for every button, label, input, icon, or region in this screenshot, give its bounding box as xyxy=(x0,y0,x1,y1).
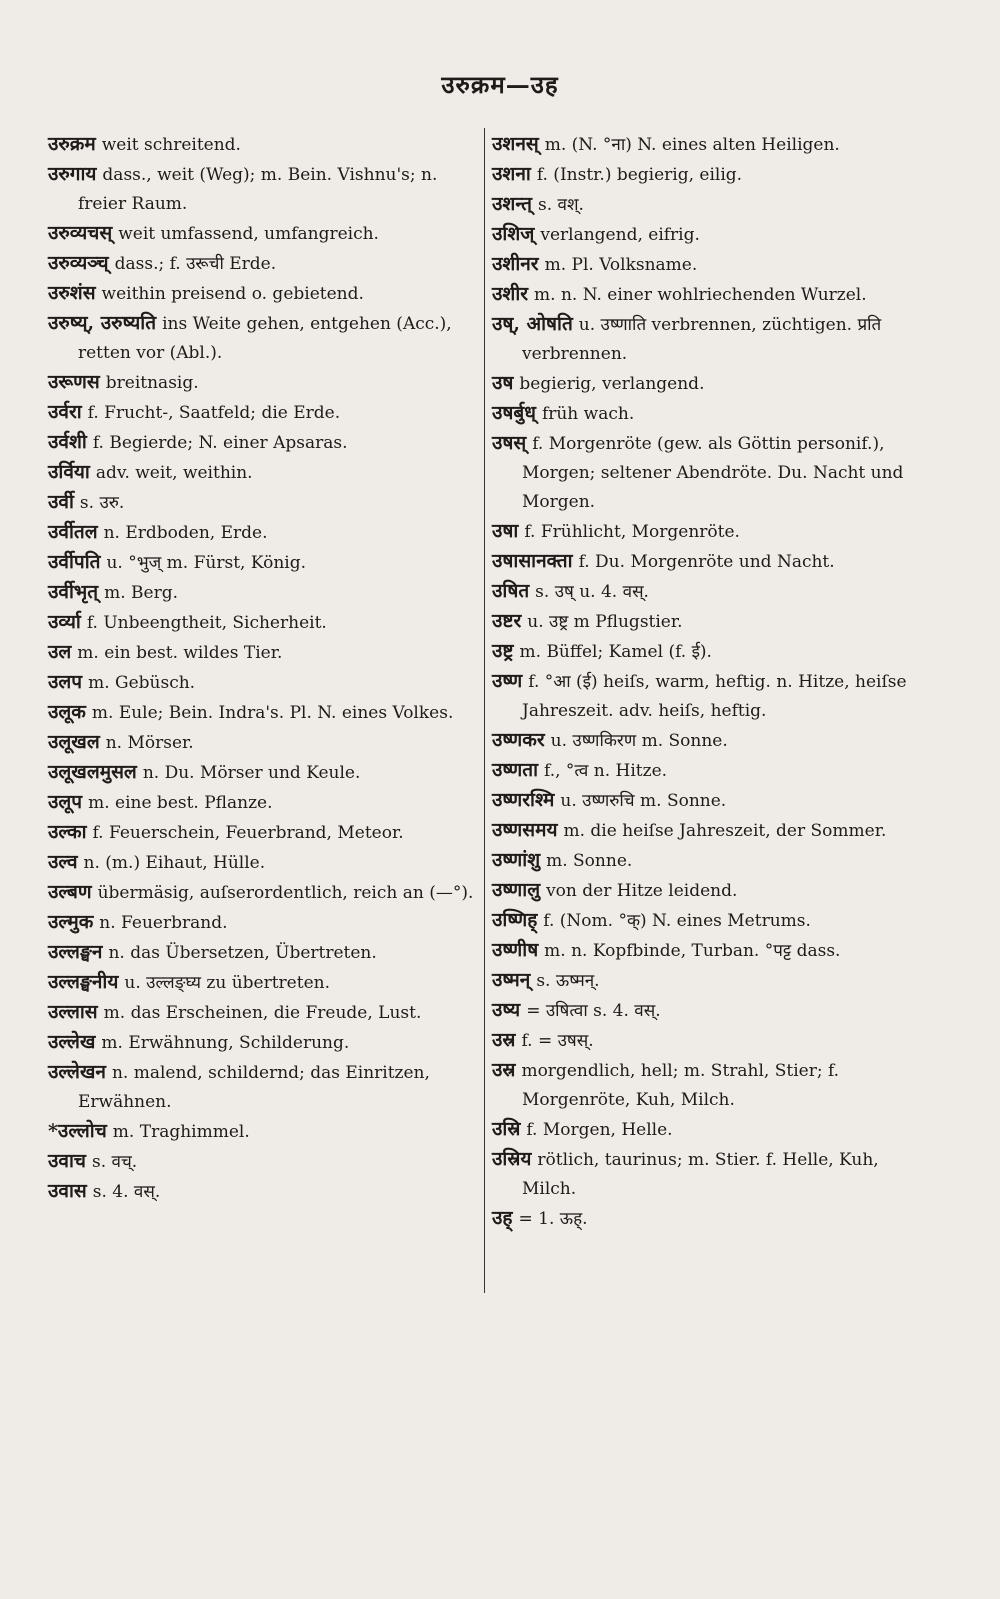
entry-headword: उर्वीपति xyxy=(48,551,101,573)
entry-headword: उषा xyxy=(492,520,519,542)
entry-definition: m. eine best. Pflanze. xyxy=(88,793,273,813)
dictionary-entry xyxy=(492,637,912,667)
entry-definition: f. Unbeengtheit, Sicherheit. xyxy=(86,613,327,633)
dictionary-entry xyxy=(492,577,912,607)
entry-definition: n. malend, schildernd; das Einritzen, Erwähnen. xyxy=(78,1063,430,1112)
dictionary-entry xyxy=(492,966,912,996)
dictionary-entry xyxy=(492,399,912,429)
dictionary-entry xyxy=(492,726,912,756)
entry-headword: उल xyxy=(48,641,72,663)
dictionary-entry xyxy=(48,428,478,458)
entry-definition: m. (N. °ना) N. eines alten Heiligen. xyxy=(544,135,840,155)
entry-headword: उर्वीभृत् xyxy=(48,581,99,603)
entry-headword: उष्णसमय xyxy=(492,819,558,841)
dictionary-entry xyxy=(48,309,478,368)
entry-definition: f. = उषस्. xyxy=(521,1031,594,1051)
entry-headword: उष्ट्र xyxy=(492,640,514,662)
entry-definition: übermäsig, auſserordentlich, reich an (—°). xyxy=(97,883,474,903)
dictionary-entry xyxy=(48,488,478,518)
entry-definition: n. das Übersetzen, Übertreten. xyxy=(108,943,377,963)
entry-definition: f. Du. Morgenröte und Nacht. xyxy=(578,552,835,572)
dictionary-entry xyxy=(492,906,912,936)
dictionary-entry xyxy=(492,369,912,399)
entry-headword: उलूखलमुसल xyxy=(48,761,137,783)
entry-definition: m. Pl. Volksname. xyxy=(544,255,698,275)
entry-definition: weithin preisend o. gebietend. xyxy=(101,284,364,304)
entry-definition: u. °भुज् m. Fürst, König. xyxy=(106,553,306,573)
dictionary-entry xyxy=(48,938,478,968)
entry-headword: उशना xyxy=(492,163,531,185)
dictionary-entry xyxy=(48,398,478,428)
entry-headword: उष्णिह् xyxy=(492,909,538,931)
entry-definition: m. Sonne. xyxy=(546,851,633,871)
dictionary-entry xyxy=(492,1204,912,1234)
dictionary-entry xyxy=(48,130,478,160)
entry-definition: m. ein best. wildes Tier. xyxy=(77,643,283,663)
dictionary-entry xyxy=(492,220,912,250)
dictionary-entry xyxy=(492,1056,912,1115)
dictionary-entry xyxy=(492,160,912,190)
dictionary-entry xyxy=(492,667,912,726)
entry-headword: उल्व xyxy=(48,851,78,873)
dictionary-entry xyxy=(48,818,478,848)
entry-definition: = उषित्वा s. 4. वस्. xyxy=(526,1001,661,1021)
entry-headword: उवास xyxy=(48,1180,87,1202)
entry-headword: उह् xyxy=(492,1207,513,1229)
entry-definition: m. n. Kopfbinde, Turban. °पट्ट dass. xyxy=(544,941,841,961)
entry-definition: adv. weit, weithin. xyxy=(95,463,253,483)
dictionary-entry xyxy=(48,1147,478,1177)
entry-definition: u. उल्लङ्घ्य zu übertreten. xyxy=(124,973,330,993)
entry-definition: m. Erwähnung, Schilderung. xyxy=(101,1033,350,1053)
dictionary-entry xyxy=(48,1177,478,1207)
entry-headword: उर्वी xyxy=(48,491,74,513)
entry-definition: s. ऊष्मन्. xyxy=(536,971,600,991)
entry-headword: उष्णांशु xyxy=(492,849,541,871)
entry-headword: उर्वीतल xyxy=(48,521,98,543)
entry-headword: उरूणस xyxy=(48,371,100,393)
entry-definition: m. Berg. xyxy=(104,583,178,603)
entry-definition: m. Eule; Bein. Indra's. Pl. N. eines Volkes. xyxy=(91,703,454,723)
dictionary-entry xyxy=(492,756,912,786)
dictionary-entry xyxy=(492,429,912,517)
entry-headword: उषित xyxy=(492,580,530,602)
entry-definition: morgendlich, hell; m. Strahl, Stier; f. Morgenröte, Kuh, Milch. xyxy=(521,1061,840,1110)
entry-headword: उरुव्यञ्च् xyxy=(48,252,109,274)
dictionary-entry xyxy=(48,219,478,249)
dictionary-entry xyxy=(48,160,478,219)
dictionary-entry xyxy=(492,876,912,906)
column-divider xyxy=(484,128,485,1293)
entry-headword: उरुशंस xyxy=(48,282,96,304)
entry-headword: उशनस् xyxy=(492,133,539,155)
entry-headword: उस्रि xyxy=(492,1118,521,1140)
entry-headword: उष्णरश्मि xyxy=(492,789,555,811)
entry-headword: उल्लङ्घनीय xyxy=(48,971,119,993)
entry-headword: उष्, ओषति xyxy=(492,313,573,335)
entry-headword: उशीनर xyxy=(492,253,539,275)
entry-headword: उष्णीष xyxy=(492,939,539,961)
entry-headword: उल्लेखन xyxy=(48,1061,106,1083)
entry-headword: उरुव्यचस् xyxy=(48,222,113,244)
entry-headword: उस्र xyxy=(492,1029,516,1051)
entry-headword: उष्य xyxy=(492,999,521,1021)
entry-definition: n. (m.) Eihaut, Hülle. xyxy=(83,853,266,873)
dictionary-entry xyxy=(48,728,478,758)
dictionary-entry xyxy=(48,608,478,638)
entry-headword: उर्व्या xyxy=(48,611,81,633)
entry-headword: उल्मुक xyxy=(48,911,94,933)
dictionary-entry xyxy=(492,130,912,160)
dictionary-entry xyxy=(48,1117,478,1147)
dictionary-entry xyxy=(492,1145,912,1204)
dictionary-entry xyxy=(48,668,478,698)
entry-headword: उरुक्रम xyxy=(48,133,96,155)
entry-definition: verlangend, eifrig. xyxy=(540,225,700,245)
entry-definition: = 1. ऊह्. xyxy=(518,1209,588,1229)
dictionary-entry xyxy=(492,190,912,220)
entry-definition: dass., weit (Weg); m. Bein. Vishnu's; n. freier Raum. xyxy=(78,165,438,214)
dictionary-entry xyxy=(492,280,912,310)
entry-definition: f. (Nom. °क्) N. eines Metrums. xyxy=(543,911,811,931)
entry-headword: उल्लेख xyxy=(48,1031,96,1053)
entry-definition: rötlich, taurinus; m. Stier. f. Helle, Kuh, Milch. xyxy=(522,1150,879,1199)
dictionary-entry xyxy=(492,1026,912,1056)
dictionary-entry xyxy=(492,786,912,816)
entry-headword: उष्टर xyxy=(492,610,522,632)
entry-headword: उष्मन् xyxy=(492,969,531,991)
entry-headword: उर्वशी xyxy=(48,431,87,453)
entry-headword: उलूखल xyxy=(48,731,100,753)
dictionary-entry xyxy=(48,458,478,488)
entry-definition: f. Morgenröte (gew. als Göttin personif.), Morgen; seltener Abendröte. Du. Nacht und Morgen. xyxy=(522,434,904,512)
dictionary-entry xyxy=(48,998,478,1028)
entry-definition: f. Frucht-, Saatfeld; die Erde. xyxy=(87,403,341,423)
entry-definition: begierig, verlangend. xyxy=(519,374,705,394)
entry-headword: उर्वरा xyxy=(48,401,82,423)
entry-definition: f. Morgen, Helle. xyxy=(526,1120,673,1140)
entry-headword: उशिज् xyxy=(492,223,535,245)
entry-definition: s. उष् u. 4. वस्. xyxy=(535,582,649,602)
entry-definition: u. उष्णाति verbrennen, züchtigen. प्रति verbrennen. xyxy=(522,315,882,364)
entry-definition: m. Gebüsch. xyxy=(88,673,196,693)
entry-headword: उष्णता xyxy=(492,759,539,781)
entry-definition: von der Hitze leidend. xyxy=(546,881,738,901)
entry-definition: s. 4. वस्. xyxy=(92,1182,161,1202)
entry-definition: n. Du. Mörser und Keule. xyxy=(142,763,361,783)
entry-definition: weit schreitend. xyxy=(101,135,241,155)
dictionary-entry xyxy=(492,816,912,846)
entry-headword: उस्र xyxy=(492,1059,516,1081)
entry-definition: s. वश्. xyxy=(538,195,584,215)
dictionary-entry xyxy=(48,548,478,578)
left-column xyxy=(48,130,478,1207)
dictionary-entry xyxy=(492,310,912,369)
entry-headword: उशीर xyxy=(492,283,529,305)
dictionary-entry xyxy=(48,518,478,548)
entry-definition: u. उष्णरुचि m. Sonne. xyxy=(560,791,727,811)
entry-definition: weit umfassend, umfangreich. xyxy=(118,224,379,244)
entry-definition: f. Feuerschein, Feuerbrand, Meteor. xyxy=(92,823,404,843)
dictionary-entry xyxy=(492,517,912,547)
entry-definition: s. वच्. xyxy=(91,1152,138,1172)
entry-definition: u. उष्णकिरण m. Sonne. xyxy=(550,731,728,751)
dictionary-entry xyxy=(48,698,478,728)
entry-definition: ins Weite gehen, entgehen (Acc.), retten vor (Abl.). xyxy=(78,314,452,363)
entry-headword: उषस् xyxy=(492,432,527,454)
dictionary-entry xyxy=(492,1115,912,1145)
entry-definition: u. उष्ट्र m Pflugstier. xyxy=(527,612,683,632)
entry-headword: उष्णालु xyxy=(492,879,541,901)
entry-headword: उष्ण xyxy=(492,670,523,692)
entry-headword: उलप xyxy=(48,671,83,693)
dictionary-entry xyxy=(48,1058,478,1117)
entry-definition: f., °त्व n. Hitze. xyxy=(544,761,668,781)
entry-definition: n. Feuerbrand. xyxy=(99,913,228,933)
entry-definition: s. उरु. xyxy=(79,493,125,513)
entry-headword: उवाच xyxy=(48,1150,86,1172)
entry-definition: m. n. N. einer wohlriechenden Wurzel. xyxy=(534,285,867,305)
entry-headword: उलूप xyxy=(48,791,83,813)
entry-headword: उल्लङ्घन xyxy=(48,941,103,963)
entry-headword: उषर्बुध् xyxy=(492,402,536,424)
entry-headword: उरुष्य्, उरुष्यति xyxy=(48,312,157,334)
entry-headword: उशन्त् xyxy=(492,193,533,215)
dictionary-entry xyxy=(492,250,912,280)
entry-definition: f. Begierde; N. einer Apsaras. xyxy=(92,433,348,453)
entry-headword: उष्णकर xyxy=(492,729,545,751)
entry-headword: उल्बण xyxy=(48,881,92,903)
dictionary-entry xyxy=(492,607,912,637)
dictionary-entry xyxy=(48,638,478,668)
page-title: उरुक्रम—उह xyxy=(441,70,559,99)
entry-headword: उलूक xyxy=(48,701,86,723)
dictionary-entry xyxy=(48,908,478,938)
entry-definition: f. °आ (ई) heiſs, warm, heftig. n. Hitze, heiſse Jahreszeit. adv. heiſs, heftig. xyxy=(522,672,907,721)
dictionary-entry xyxy=(48,368,478,398)
dictionary-entry xyxy=(48,1028,478,1058)
dictionary-entry xyxy=(48,878,478,908)
entry-definition: breitnasig. xyxy=(105,373,199,393)
entry-definition: m. das Erscheinen, die Freude, Lust. xyxy=(103,1003,422,1023)
entry-headword: *उल्लोच xyxy=(48,1120,107,1142)
entry-headword: उल्लास xyxy=(48,1001,98,1023)
entry-definition: f. Frühlicht, Morgenröte. xyxy=(524,522,740,542)
dictionary-entry xyxy=(48,788,478,818)
dictionary-entry xyxy=(48,578,478,608)
dictionary-entry xyxy=(48,249,478,279)
dictionary-entry xyxy=(48,279,478,309)
entry-definition: m. Büffel; Kamel (f. ई). xyxy=(519,642,712,662)
entry-headword: उरुगाय xyxy=(48,163,97,185)
entry-headword: उल्का xyxy=(48,821,87,843)
entry-definition: früh wach. xyxy=(541,404,635,424)
dictionary-entry xyxy=(48,848,478,878)
entry-headword: उस्रिय xyxy=(492,1148,532,1170)
dictionary-entry xyxy=(492,936,912,966)
dictionary-entry xyxy=(48,758,478,788)
dictionary-entry xyxy=(492,846,912,876)
entry-definition: m. Traghimmel. xyxy=(112,1122,250,1142)
entry-definition: m. die heiſse Jahreszeit, der Sommer. xyxy=(563,821,887,841)
dictionary-entry xyxy=(492,996,912,1026)
entry-headword: उष xyxy=(492,372,514,394)
entry-definition: f. (Instr.) begierig, eilig. xyxy=(536,165,743,185)
entry-definition: n. Mörser. xyxy=(105,733,194,753)
entry-headword: उषासानक्ता xyxy=(492,550,573,572)
entry-definition: n. Erdboden, Erde. xyxy=(103,523,268,543)
dictionary-entry xyxy=(492,547,912,577)
entry-definition: dass.; f. उरूची Erde. xyxy=(114,254,277,274)
entry-headword: उर्विया xyxy=(48,461,90,483)
right-column xyxy=(492,130,912,1234)
dictionary-entry xyxy=(48,968,478,998)
